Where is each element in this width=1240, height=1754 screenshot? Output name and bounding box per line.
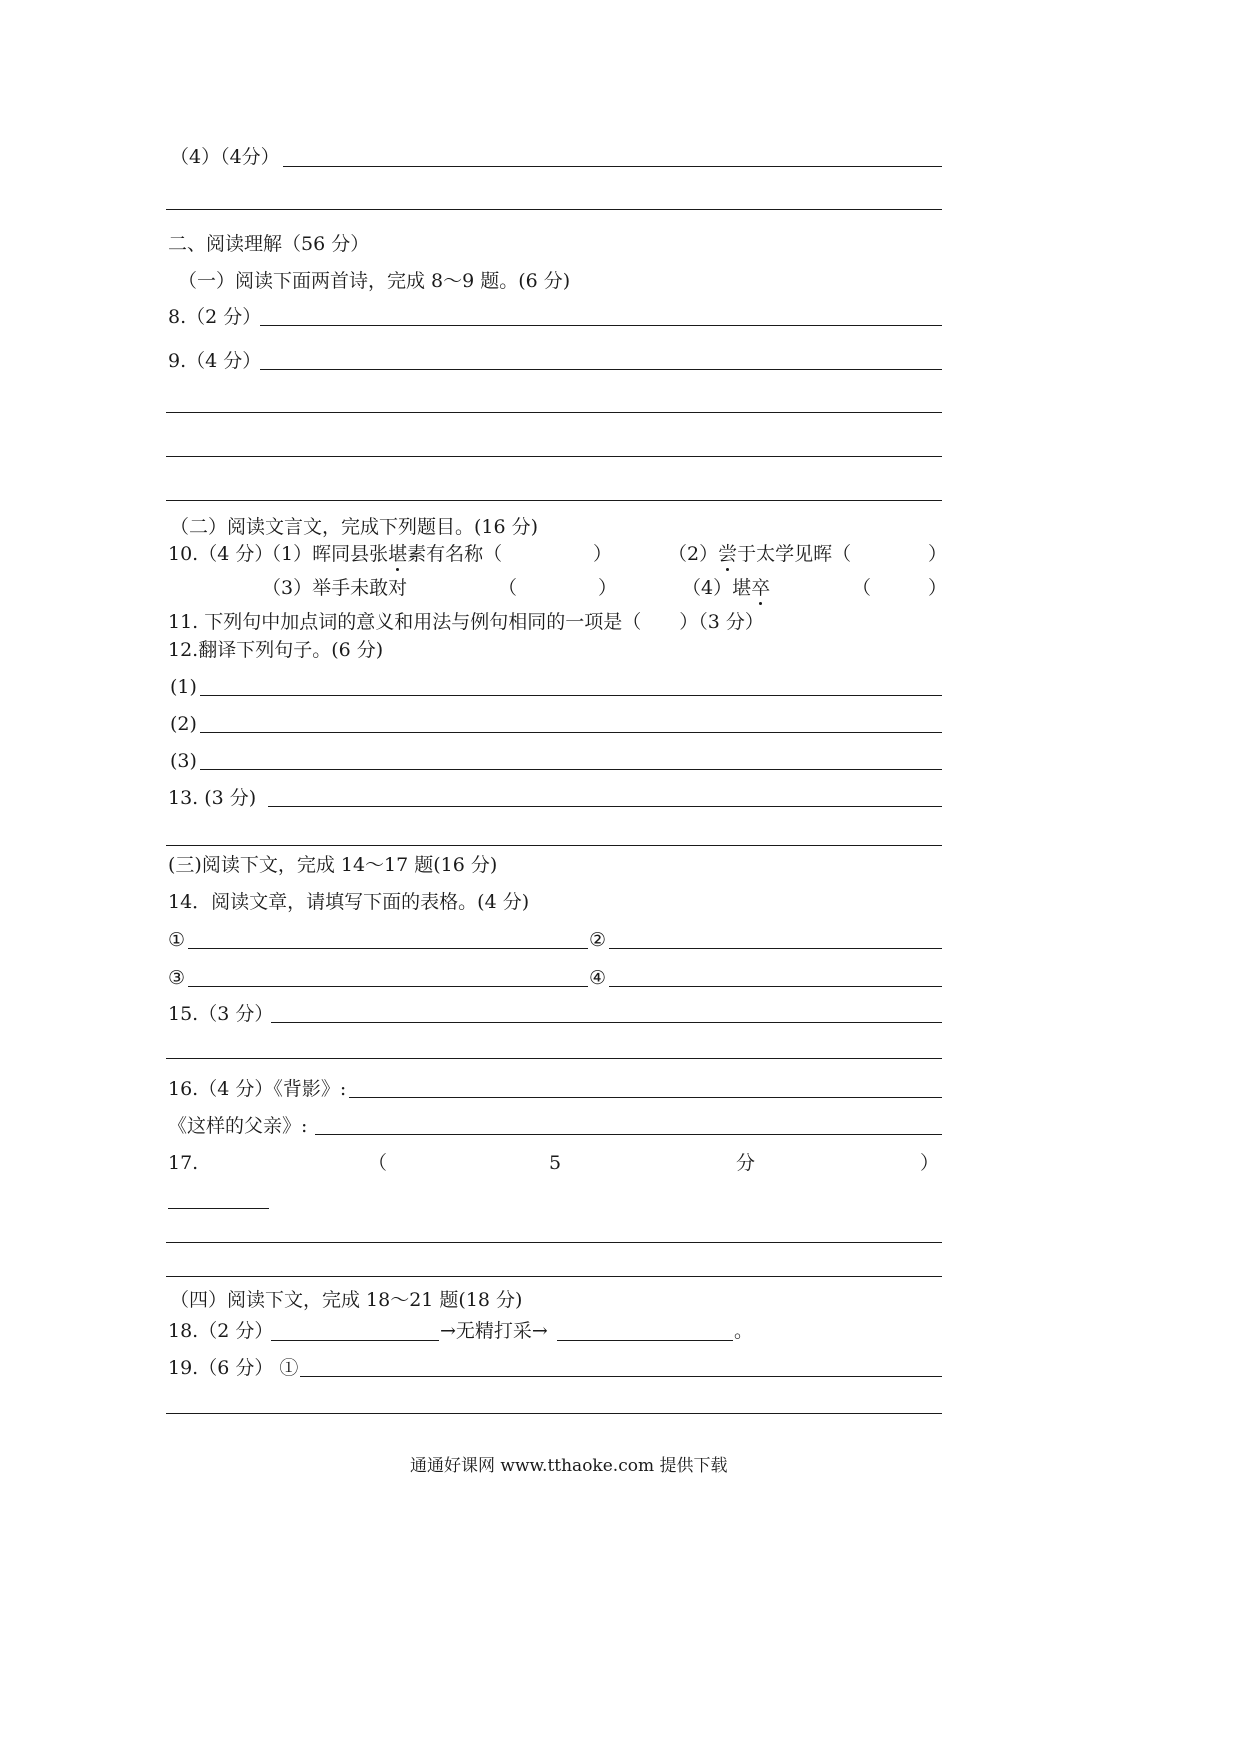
- q10-item2-close: ）: [928, 543, 948, 565]
- q14-circle1: ①: [168, 929, 186, 951]
- q10-item3-open: （: [498, 577, 518, 599]
- q17-five: 5: [549, 1152, 562, 1174]
- q10-item2-post: 于太学见晖（: [737, 543, 852, 565]
- q18-end: 。: [734, 1320, 754, 1342]
- part2-title: （二）阅读文言文，完成下列题目。(16 分): [170, 516, 539, 538]
- answer-line[interactable]: [557, 1340, 733, 1341]
- q10-item1-close: ）: [593, 543, 613, 565]
- q13-label: 13. (3 分): [168, 787, 257, 809]
- q12-1-label: (1): [170, 676, 197, 698]
- q17-fen: 分: [736, 1152, 756, 1174]
- q12-3-label: (3): [170, 750, 197, 772]
- q17-num: 17.: [168, 1152, 199, 1174]
- q14-text: 14．阅读文章，请填写下面的表格。(4 分): [168, 891, 530, 913]
- q14-circle2: ②: [589, 929, 607, 951]
- q18-label: 18.（2 分）: [168, 1320, 274, 1342]
- answer-line[interactable]: [188, 948, 588, 949]
- answer-line[interactable]: [200, 732, 942, 733]
- q14-circle4: ④: [589, 967, 607, 989]
- part1-title: （一）阅读下面两首诗，完成 8～9 题。(6 分): [178, 270, 571, 292]
- answer-line[interactable]: [166, 500, 942, 501]
- part4-title: （四）阅读下文，完成 18～21 题(18 分): [170, 1289, 523, 1311]
- answer-line[interactable]: [349, 1097, 942, 1098]
- q17-open: （: [368, 1152, 388, 1174]
- answer-line[interactable]: [166, 1058, 942, 1059]
- answer-line[interactable]: [166, 845, 942, 846]
- answer-line[interactable]: [168, 1208, 269, 1209]
- q10-item1-pre: （1）晖同县张: [262, 543, 389, 565]
- answer-line[interactable]: [268, 806, 942, 807]
- q10-item1-post: 素有名称（: [407, 543, 503, 565]
- q10-item1-dotted: 堪: [388, 543, 408, 565]
- q10-item4: [682, 576, 770, 600]
- q15-label: 15.（3 分）: [168, 1003, 274, 1025]
- q10-item2-pre: （2）: [668, 543, 719, 565]
- answer-line[interactable]: [188, 986, 588, 987]
- answer-line[interactable]: [166, 1276, 942, 1277]
- answer-line[interactable]: [260, 325, 942, 326]
- q9-label: 9.（4 分）: [168, 350, 262, 372]
- q10-item4-pre: （4）堪: [682, 577, 752, 599]
- q10-item4-open: （: [852, 577, 872, 599]
- answer-line[interactable]: [200, 695, 942, 696]
- q12-2-label: (2): [170, 713, 197, 735]
- answer-line[interactable]: [166, 1413, 942, 1414]
- answer-line[interactable]: [200, 769, 942, 770]
- q16-label: 16.（4 分）《背影》:: [168, 1078, 347, 1100]
- answer-line[interactable]: [271, 1340, 439, 1341]
- q10-item3: （3）举手未敢对: [262, 577, 408, 599]
- q17-close: ）: [920, 1152, 940, 1174]
- q10-item4-dotted: 卒: [751, 577, 771, 599]
- answer-line[interactable]: [166, 209, 942, 210]
- answer-line[interactable]: [260, 369, 942, 370]
- q8-label: 8.（2 分）: [168, 306, 262, 328]
- part3-title: (三)阅读下文，完成 14～17 题(16 分): [168, 854, 498, 876]
- q18-middle-text: →无精打采→: [440, 1320, 548, 1342]
- answer-line[interactable]: [609, 948, 942, 949]
- section2-title: 二、阅读理解（56 分）: [168, 233, 370, 255]
- q7-4-label: （4）（4分）: [170, 146, 280, 168]
- answer-line[interactable]: [315, 1134, 942, 1135]
- q19-label: 19.（6 分） ①: [168, 1357, 299, 1379]
- q11-text: 11. 下列句中加点词的意义和用法与例句相同的一项是（ ）（3 分）: [168, 611, 764, 633]
- answer-line[interactable]: [300, 1376, 942, 1377]
- q14-circle3: ③: [168, 967, 186, 989]
- q10-item1: [262, 542, 502, 566]
- q10-item4-close: ）: [928, 577, 948, 599]
- answer-line[interactable]: [166, 1242, 942, 1243]
- answer-line[interactable]: [271, 1022, 942, 1023]
- q12-text: 12.翻译下列句子。(6 分): [168, 639, 384, 661]
- q10-item3-close: ）: [598, 577, 618, 599]
- page-footer: 通通好课网 www.tthaoke.com 提供下载: [410, 1456, 728, 1476]
- answer-line[interactable]: [166, 456, 942, 457]
- answer-line[interactable]: [283, 166, 942, 167]
- answer-line[interactable]: [609, 986, 942, 987]
- q10-label: 10.（4 分）: [168, 543, 274, 565]
- q16b-label: 《这样的父亲》:: [168, 1115, 308, 1137]
- q10-item2: [668, 542, 851, 566]
- q10-item2-dotted: 尝: [718, 543, 738, 565]
- answer-line[interactable]: [166, 412, 942, 413]
